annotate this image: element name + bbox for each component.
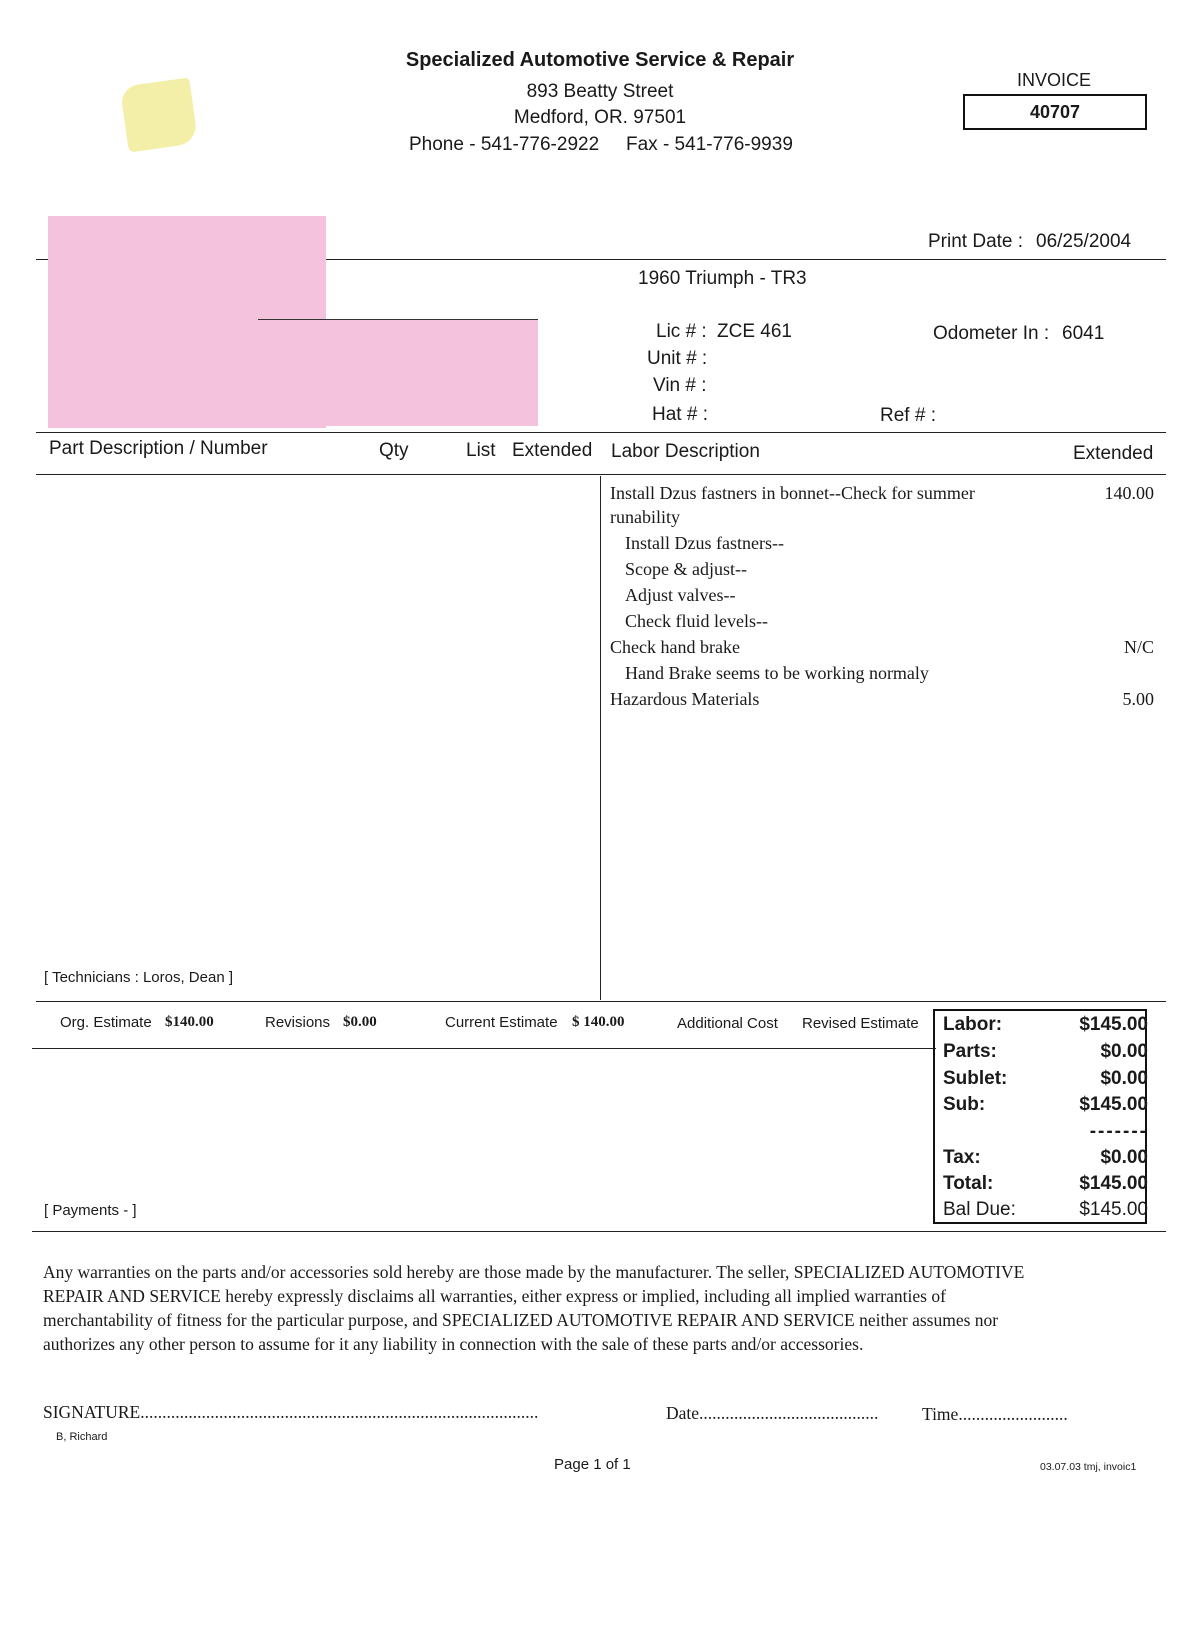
company-name: Specialized Automotive Service & Repair bbox=[405, 49, 795, 71]
totals-tax-row bbox=[943, 1147, 1148, 1173]
totals-parts-row bbox=[943, 1041, 1148, 1067]
totals-sub-label: Sub: bbox=[943, 1094, 986, 1115]
totals-sub-row bbox=[943, 1094, 1148, 1120]
totals-labor-row bbox=[943, 1014, 1148, 1040]
warranty-line: Any warranties on the parts and/or accessories sold hereby are those made by the manufacturer. The seller, SPECIALIZED AUTOMOTIVE bbox=[43, 1262, 1025, 1282]
time-line: Time......................... bbox=[922, 1404, 1068, 1424]
labor-line-desc: Install Dzus fastners-- bbox=[625, 533, 784, 553]
warranty-line: REPAIR AND SERVICE hereby expressly disclaims all warranties, either express or implied, including all implied warranties of bbox=[43, 1286, 946, 1306]
totals-parts-label: Parts: bbox=[943, 1041, 997, 1062]
org-estimate-value: $140.00 bbox=[165, 1014, 214, 1030]
totals-tax-label: Tax: bbox=[943, 1147, 981, 1168]
ref-label: Ref # : bbox=[880, 405, 936, 426]
totals-labor-label: Labor: bbox=[943, 1014, 1003, 1035]
labor-line-desc: Check hand brake bbox=[610, 637, 740, 657]
additional-cost-label: Additional Cost bbox=[677, 1015, 778, 1032]
odometer-label: Odometer In : bbox=[933, 323, 1050, 344]
odometer-value: 6041 bbox=[1062, 323, 1105, 344]
current-estimate-value: $ 140.00 bbox=[572, 1014, 625, 1030]
company-phone: Phone - 541-776-2922 bbox=[409, 134, 600, 155]
print-date-label: Print Date : bbox=[928, 231, 1024, 252]
labor-line bbox=[610, 483, 1170, 509]
payments: [ Payments - ] bbox=[44, 1202, 137, 1219]
unit-label: Unit # : bbox=[647, 348, 708, 369]
totals-sublet-value: $0.00 bbox=[1100, 1068, 1148, 1089]
totals-sub-value: $145.00 bbox=[1079, 1094, 1148, 1115]
labor-line-amount: 140.00 bbox=[1104, 483, 1154, 503]
invoice-label: INVOICE bbox=[1016, 70, 1091, 90]
labor-line-desc: Install Dzus fastners in bonnet--Check for summer bbox=[610, 483, 975, 503]
col-qty: Qty bbox=[379, 440, 409, 461]
sticky-note-fragment bbox=[120, 77, 199, 152]
totals-sublet-label: Sublet: bbox=[943, 1068, 1008, 1089]
totals-total-value: $145.00 bbox=[1079, 1173, 1148, 1194]
date-line: Date......................................... bbox=[666, 1403, 879, 1423]
current-estimate-label: Current Estimate bbox=[445, 1014, 558, 1031]
totals-separator-row bbox=[943, 1121, 1148, 1147]
company-fax: Fax - 541-776-9939 bbox=[626, 134, 793, 155]
totals-bal-due-label: Bal Due: bbox=[943, 1199, 1016, 1220]
rule-below-payments bbox=[32, 1231, 1166, 1232]
labor-line bbox=[610, 585, 1170, 611]
labor-line-desc: runability bbox=[610, 507, 680, 527]
signature-line: SIGNATURE........................................................................................... bbox=[43, 1402, 539, 1422]
labor-line bbox=[610, 637, 1170, 663]
labor-line-amount: N/C bbox=[1123, 637, 1154, 657]
lic-value: ZCE 461 bbox=[717, 321, 792, 342]
rule-below-columns bbox=[36, 474, 1166, 475]
signer-name: B, Richard bbox=[56, 1431, 108, 1443]
labor-line bbox=[610, 559, 1170, 585]
print-date-value: 06/25/2004 bbox=[1036, 231, 1132, 252]
revisions-label: Revisions bbox=[265, 1014, 331, 1031]
labor-line bbox=[610, 689, 1170, 715]
totals-separator: ------- bbox=[1089, 1121, 1148, 1142]
totals-bal-due-row bbox=[943, 1199, 1148, 1225]
labor-line-amount: 5.00 bbox=[1122, 689, 1154, 709]
technicians: [ Technicians : Loros, Dean ] bbox=[44, 969, 233, 986]
vin-label: Vin # : bbox=[653, 375, 707, 396]
totals-parts-value: $0.00 bbox=[1100, 1041, 1148, 1062]
hat-label: Hat # : bbox=[652, 404, 708, 425]
revisions-value: $0.00 bbox=[343, 1014, 377, 1030]
totals-total-label: Total: bbox=[943, 1173, 994, 1194]
lic-label: Lic # : bbox=[656, 321, 707, 342]
invoice-number-box bbox=[963, 94, 1147, 130]
labor-line-desc: Hazardous Materials bbox=[610, 689, 760, 709]
labor-line-desc: Adjust valves-- bbox=[625, 585, 736, 605]
rule-below-estimates bbox=[32, 1048, 936, 1049]
labor-line bbox=[610, 533, 1170, 559]
totals-bal-due-value: $145.00 bbox=[1079, 1199, 1148, 1220]
labor-line-desc: Hand Brake seems to be working normaly bbox=[625, 663, 929, 683]
labor-line bbox=[610, 611, 1170, 637]
warranty-line: authorizes any other person to assume for it any liability in connection with the sale of these parts and/or accessories. bbox=[43, 1334, 864, 1354]
company-address-line2: Medford, OR. 97501 bbox=[513, 107, 687, 128]
revised-estimate-label: Revised Estimate bbox=[802, 1015, 919, 1032]
col-extended: Extended bbox=[512, 440, 593, 461]
totals-tax-value: $0.00 bbox=[1100, 1147, 1148, 1168]
redacted-customer-block-2 bbox=[258, 320, 538, 426]
labor-line bbox=[610, 507, 1170, 533]
page-number: Page 1 of 1 bbox=[554, 1456, 631, 1473]
col-list: List bbox=[466, 440, 496, 461]
col-labor-extended: Extended bbox=[1073, 443, 1154, 464]
rule-above-columns bbox=[36, 432, 1166, 433]
org-estimate-label: Org. Estimate bbox=[60, 1014, 152, 1031]
totals-labor-value: $145.00 bbox=[1079, 1014, 1148, 1035]
vehicle-description: 1960 Triumph - TR3 bbox=[638, 268, 807, 289]
col-part-description: Part Description / Number bbox=[49, 438, 268, 459]
col-labor-description: Labor Description bbox=[611, 441, 760, 462]
rule-above-estimates bbox=[36, 1001, 1166, 1002]
warranty-line: merchantability of fitness for the particular purpose, and SPECIALIZED AUTOMOTIVE REPAIR AND SERVICE neither assumes nor bbox=[43, 1310, 999, 1330]
totals-total-row bbox=[943, 1173, 1148, 1199]
labor-line bbox=[610, 663, 1170, 689]
form-code: 03.07.03 tmj, invoic1 bbox=[1040, 1461, 1137, 1473]
invoice-number: 40707 bbox=[1029, 102, 1081, 122]
parts-labor-divider bbox=[600, 476, 601, 1000]
company-address-line1: 893 Beatty Street bbox=[526, 81, 674, 102]
labor-line-desc: Check fluid levels-- bbox=[625, 611, 768, 631]
labor-line-desc: Scope & adjust-- bbox=[625, 559, 747, 579]
totals-sublet-row bbox=[943, 1068, 1148, 1094]
